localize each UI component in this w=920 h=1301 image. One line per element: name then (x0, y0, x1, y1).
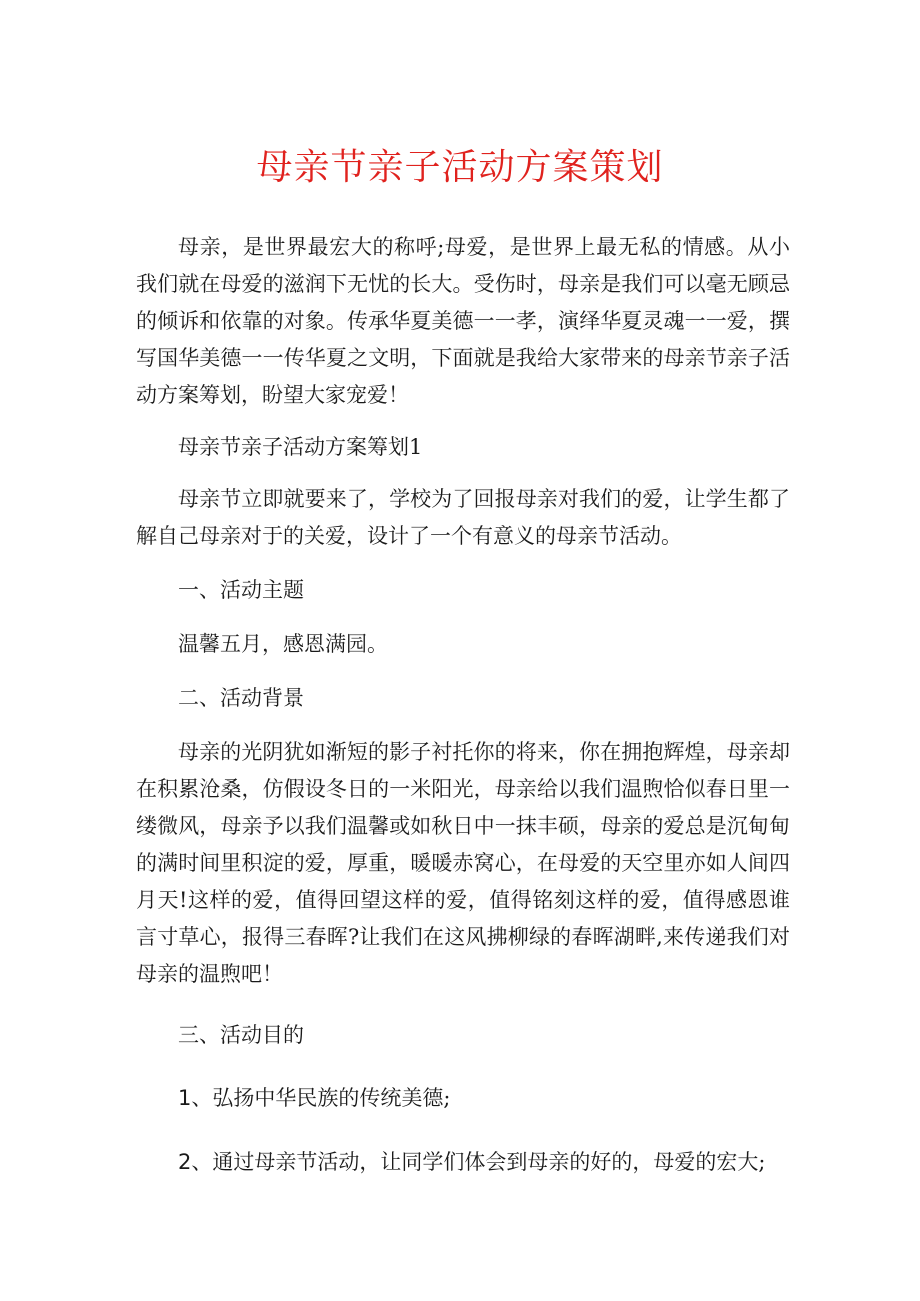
document-body (136, 229, 790, 1182)
intro-paragraph: 母亲，是世界最宏大的称呼;母爱，是世界上最无私的情感。从小我们就在母爱的滋润下无忧的长大。受伤时，母亲是我们可以毫无顾忌的倾诉和依靠的对象。传承华夏美德一一孝，演绎华夏灵魂一一爱，撰写国华美德一一传华夏之文明，下面就是我给大家带来的母亲节亲子活动方案筹划，盼望大家宠爱！ (136, 235, 790, 407)
opening-paragraph: 母亲节立即就要来了，学校为了回报母亲对我们的爱，让学生都了解自己母亲对于的关爱，设计了一个有意义的母亲节活动。 (136, 487, 790, 548)
document-title: 母亲节亲子活动方案策划 (256, 147, 664, 188)
section2-heading: 二、活动背景 (178, 686, 304, 710)
section1-heading: 一、活动主题 (178, 578, 304, 602)
goal-item-1 (136, 1078, 790, 1118)
goal-item-1-number: 1 (178, 1086, 192, 1110)
goal-item-1-text: 、弘扬中华民族的传统美德; (191, 1086, 451, 1110)
goal-item-2-number: 2 (178, 1150, 192, 1174)
goal-item-2 (136, 1142, 790, 1182)
section1-text: 温馨五月，感恩满园。 (178, 632, 388, 656)
goal-item-2-text: 、通过母亲节活动，让同学们体会到母亲的好的，母爱的宏大; (191, 1150, 766, 1174)
plan-subtitle: 母亲节亲子活动方案筹划1 (178, 435, 423, 459)
section3-heading: 三、活动目的 (178, 1023, 304, 1047)
section2-text: 母亲的光阴犹如渐短的影子衬托你的将来，你在拥抱辉煌，母亲却在积累沧桑，仿假设冬日的一米阳光，母亲给以我们温煦恰似春日里一缕微风，母亲予以我们温馨或如秋日中一抹丰硕，母亲的爱总是沉甸甸的满时间里积淀的爱，厚重，暖暖赤窝心，在母爱的天空里亦如人间四月天!这样的爱，值得回望这样的爱，值得铭刻这样的爱，值得感恩谁言寸草心，报得三春晖?让我们在这风拂柳绿的春晖湖畔,来传递我们对母亲的温煦吧！ (136, 740, 790, 986)
